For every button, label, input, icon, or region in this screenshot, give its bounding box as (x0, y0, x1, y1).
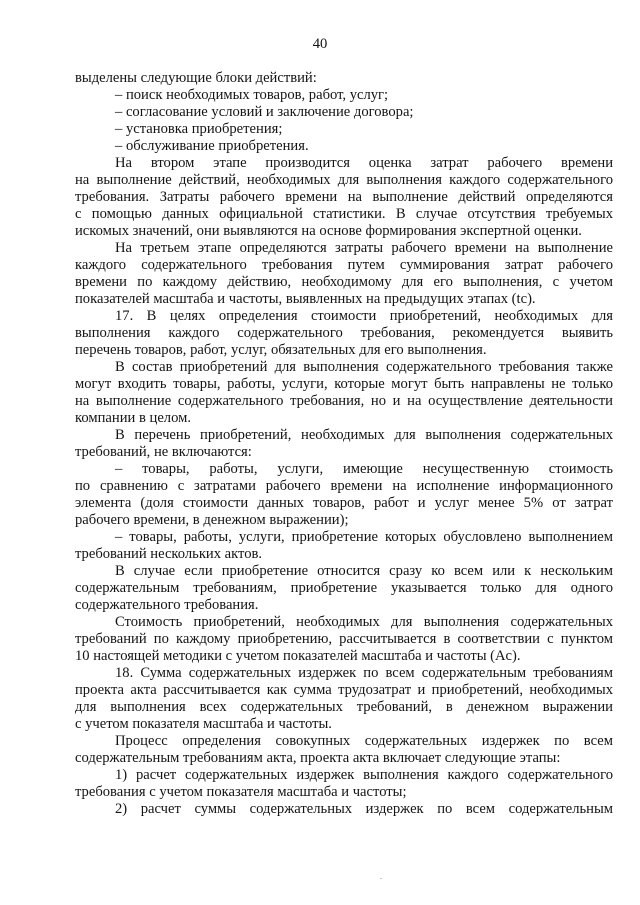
text-line: 2) расчет суммы содержательных издержек по всем содержательным (115, 801, 613, 817)
text-line: с помощью данных официальной статистики. В случае отсутствия требуемых (75, 206, 613, 222)
text-line: проекта акта рассчитывается как сумма трудозатрат и приобретений, необходимых (75, 682, 613, 698)
text-line: 10 настоящей методики с учетом показателей масштаба и частоты (Ac). (75, 648, 521, 664)
text-line: искомых значений, они выявляются на основе формирования экспертной оценки. (75, 223, 582, 239)
scan-speck: . (380, 872, 382, 881)
text-line: В состав приобретений для выполнения содержательного требования также (115, 359, 613, 375)
text-line: каждого содержательного требования путем суммирования затрат рабочего (75, 257, 613, 273)
text-line: выделены следующие блоки действий: (75, 70, 317, 86)
text-line: 17. В целях определения стоимости приобретений, необходимых для (115, 308, 613, 324)
text-line: с учетом показателя масштаба и частоты. (75, 716, 332, 732)
text-line: на выполнение содержательного требования, но и на осуществление деятельности (75, 393, 613, 409)
text-line: для выполнения всех содержательных требований, в денежном выражении (75, 699, 613, 715)
text-line: требований, не включаются: (75, 444, 252, 460)
text-line: содержательным требованиям акта, проекта акта включает следующие этапы: (75, 750, 561, 766)
text-line: элемента (доля стоимости данных товаров, работ и услуг менее 5% от затрат (75, 495, 613, 511)
text-line: В перечень приобретений, необходимых для выполнения содержательных (115, 427, 613, 443)
text-line: 18. Сумма содержательных издержек по всем содержательным требованиям (115, 665, 613, 681)
page-number: 40 (312, 36, 328, 52)
text-line: содержательным требованиям, приобретение указывается только для одного (75, 580, 613, 596)
document-body (75, 70, 613, 818)
text-line: На втором этапе производится оценка затрат рабочего времени (115, 155, 613, 171)
text-line: 1) расчет содержательных издержек выполнения каждого содержательного (115, 767, 613, 783)
text-line: – установка приобретения; (115, 121, 283, 137)
text-line: содержательного требования. (75, 597, 259, 613)
text-line: требований по каждому приобретению, рассчитывается в соответствии с пунктом (75, 631, 613, 647)
text-line: могут входить товары, работы, услуги, которые могут быть направлены не только (75, 376, 613, 392)
text-line: На третьем этапе определяются затраты рабочего времени на выполнение (115, 240, 613, 256)
text-line: В случае если приобретение относится сразу ко всем или к нескольким (115, 563, 613, 579)
text-line: перечень товаров, работ, услуг, обязательных для его выполнения. (75, 342, 487, 358)
text-line: – согласование условий и заключение договора; (115, 104, 414, 120)
text-line: – поиск необходимых товаров, работ, услуг; (115, 87, 389, 103)
text-line: времени по каждому действию, необходимому для его выполнения, с учетом (75, 274, 613, 290)
text-line: рабочего времени, в денежном выражении); (75, 512, 349, 528)
text-line: выполнения каждого содержательного требования, рекомендуется выявить (75, 325, 613, 341)
text-line: – товары, работы, услуги, имеющие несущественную стоимость (115, 461, 613, 477)
text-line: на выполнение действий, необходимых для выполнения каждого содержательного (75, 172, 613, 188)
text-line: компании в целом. (75, 410, 191, 426)
text-line: Процесс определения совокупных содержательных издержек по всем (115, 733, 613, 749)
text-line: требования с учетом показателя масштаба и частоты; (75, 784, 407, 800)
text-line: Стоимость приобретений, необходимых для выполнения содержательных (115, 614, 613, 630)
text-line: показателей масштаба и частоты, выявленных на предыдущих этапах (tc). (75, 291, 536, 307)
text-line: по сравнению с затратами рабочего времени на исполнение информационного (75, 478, 613, 494)
text-line: – товары, работы, услуги, приобретение которых обусловлено выполнением (115, 529, 613, 545)
text-line: требований нескольких актов. (75, 546, 263, 562)
text-line: требования. Затраты рабочего времени на выполнение действий определяются (75, 189, 613, 205)
text-line: – обслуживание приобретения. (115, 138, 309, 154)
